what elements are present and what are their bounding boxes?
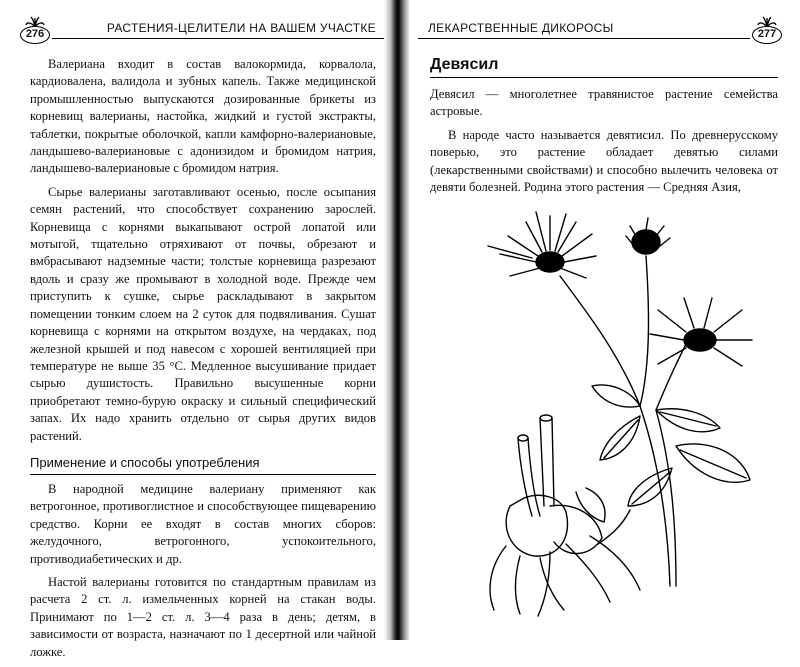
right-running-head-text: ЛЕКАРСТВЕННЫЕ ДИКОРОСЫ [428,21,614,35]
right-page-number: 277 [757,28,777,40]
left-body-text [30,56,376,667]
paragraph: Настой валерианы готовится по стандартным правилам из расчета 2 ст. л. измельченных корней на стакан воды. Принимают по 1—2 ст. л. 3—4 раза в день; детям, в зависимости от возраста, назначают по 1 десертной или чайной ложке. [30,574,376,659]
plant-title: Девясил [430,56,778,78]
section-heading: Применение и способы употребления [30,455,376,475]
left-page-number-badge [18,16,52,46]
left-running-head [18,14,390,48]
left-page-number: 276 [25,28,45,40]
right-body-text [430,56,778,202]
right-page-number-badge [750,16,784,46]
elecampane-illustration [480,206,760,618]
flower-head [650,298,752,366]
left-head-rule [52,38,390,39]
right-running-head [418,14,784,48]
paragraph: Сырье валерианы заготавливают осенью, после осыпания семян растений, что способствует сохранению зарослей. Корневища с корнями выкапывают острой лопатой или мотыгой, тщательно отряхивают от почвы, обрезают и вмбрасывают надземные части; толстые корневища разрезают вдоль и сразу же промывают в холодной воде. Прежде чем приступить к сушке, сырье раскладывают в закрытом помещении тонким слоем на 2 суток для подвяливания. Сушат корневища с корнями на открытом воздухе, на чердаках, под железной крышей и под навесом с хорошей вентиляцией при температуре не выше 35 °С. Медленное высушивание придает сырью душистость. Правильно высушенные корни приобретают темно-бурую окраску и сильный специфический запах. Их надо хранить отдельно от сырья других видов растений. [30,184,376,443]
left-page [0,0,400,659]
flower-bud [626,218,670,254]
paragraph: В народе часто называется девятисил. По древнерусскому поверью, это растение обладает девятью силами (лекарственными свойствами) и способно вылечить человека от девяти болезней. Родина этого растения — Средняя Азия, [430,127,778,195]
paragraph: Валериана входит в состав валокормида, корвалола, кардиовалена, валидола и зубных капель. Также медицинской промышленностью выпускаются дозированные брикеты из корневищ валерианы, настойка, жидкий и густой экстракты, таблетки, покрытые оболочкой, капли камфорно-валериановые, ландышево-валериановые с адонизидом и бромидом натрия, ландышево-валериановые с бромидом натрия. [30,57,376,176]
right-head-rule [418,38,750,39]
flower-head [488,212,596,278]
root-cluster [490,415,640,616]
book-gutter [384,0,410,640]
left-running-head-text: РАСТЕНИЯ-ЦЕЛИТЕЛИ НА ВАШЕМ УЧАСТКЕ [106,21,376,35]
paragraph: В народной медицине валериану применяют как ветрогонное, противоглистное и способствующее пищеварению средство. Корни ее входят в состав многих сборов: желудочного, ветрогонного, успокоительного, противодиабетических и др. [30,481,376,566]
paragraph: Девясил — многолетнее травянистое растение семейства астровые. [430,87,778,119]
right-page [408,0,800,640]
